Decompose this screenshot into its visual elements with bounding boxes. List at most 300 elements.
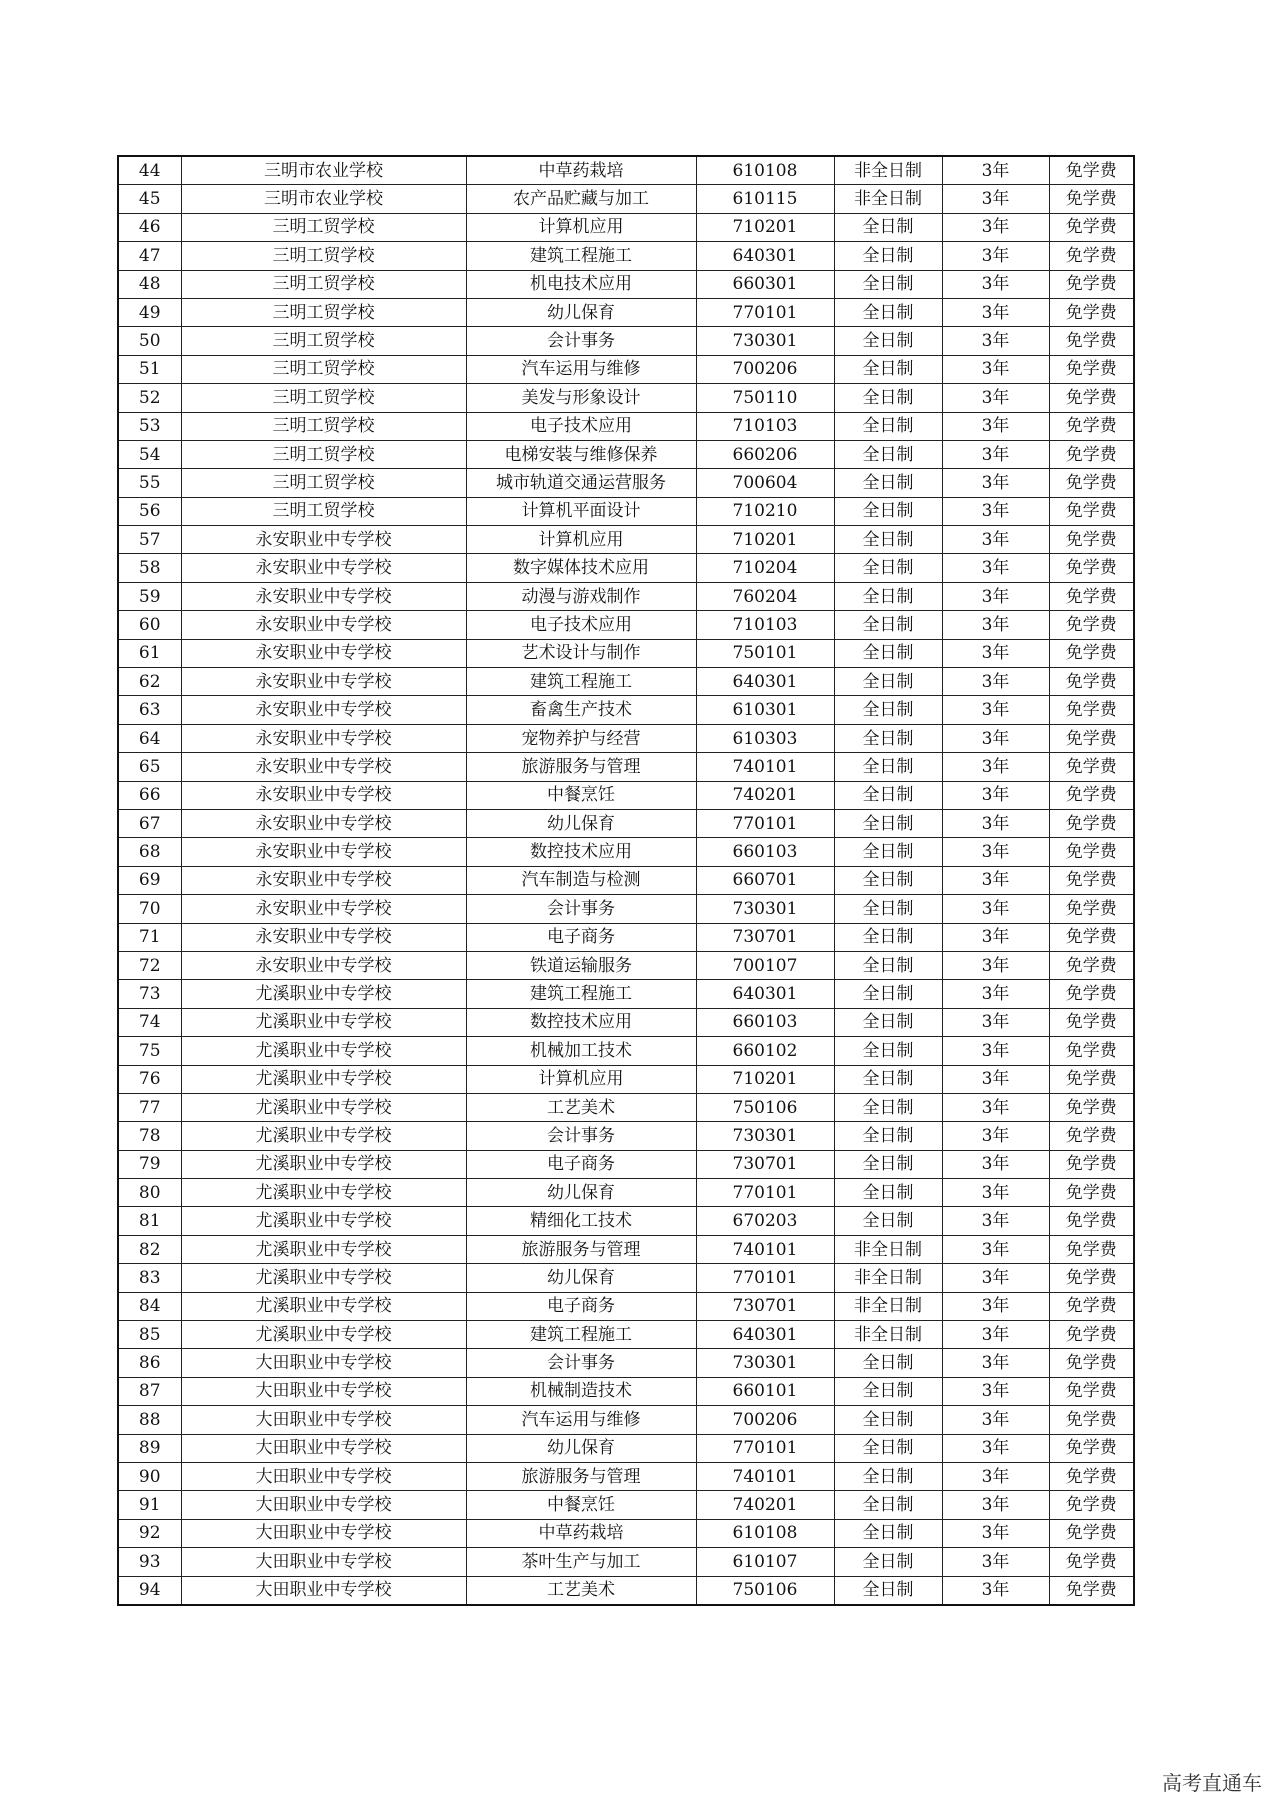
table-row	[118, 1292, 1134, 1320]
row-number-cell: 77	[118, 1093, 181, 1121]
school-name-cell: 大田职业中专学校	[181, 1576, 466, 1605]
study-mode-cell: 全日制	[834, 1434, 942, 1462]
school-name-cell: 尤溪职业中专学校	[181, 1321, 466, 1349]
tuition-cell: 免学费	[1049, 1519, 1134, 1547]
duration-cell: 3年	[942, 1292, 1049, 1320]
school-name-cell: 永安职业中专学校	[181, 753, 466, 781]
row-number-cell: 92	[118, 1519, 181, 1547]
school-name-cell: 永安职业中专学校	[181, 838, 466, 866]
duration-cell: 3年	[942, 1406, 1049, 1434]
study-mode-cell: 全日制	[834, 213, 942, 241]
major-code-cell: 610301	[696, 696, 834, 724]
major-name-cell: 中草药栽培	[466, 156, 696, 185]
table-row	[118, 1491, 1134, 1519]
study-mode-cell: 非全日制	[834, 1292, 942, 1320]
row-number-cell: 70	[118, 895, 181, 923]
major-name-cell: 中餐烹饪	[466, 1491, 696, 1519]
tuition-cell: 免学费	[1049, 980, 1134, 1008]
tuition-cell: 免学费	[1049, 1491, 1134, 1519]
table-row	[118, 270, 1134, 298]
tuition-cell: 免学费	[1049, 951, 1134, 979]
tuition-cell: 免学费	[1049, 1065, 1134, 1093]
major-code-cell: 610303	[696, 724, 834, 752]
study-mode-cell: 全日制	[834, 526, 942, 554]
major-name-cell: 机械制造技术	[466, 1377, 696, 1405]
table-row	[118, 1321, 1134, 1349]
table-row	[118, 384, 1134, 412]
major-name-cell: 中餐烹饪	[466, 781, 696, 809]
table-row	[118, 1576, 1134, 1605]
tuition-cell: 免学费	[1049, 1548, 1134, 1576]
duration-cell: 3年	[942, 1235, 1049, 1263]
school-name-cell: 永安职业中专学校	[181, 724, 466, 752]
major-code-cell: 700604	[696, 469, 834, 497]
school-name-cell: 三明工贸学校	[181, 298, 466, 326]
school-name-cell: 尤溪职业中专学校	[181, 1065, 466, 1093]
table-row	[118, 724, 1134, 752]
table-row	[118, 1150, 1134, 1178]
duration-cell: 3年	[942, 1462, 1049, 1490]
row-number-cell: 84	[118, 1292, 181, 1320]
tuition-cell: 免学费	[1049, 1434, 1134, 1462]
major-code-cell: 660701	[696, 866, 834, 894]
major-code-cell: 660103	[696, 1008, 834, 1036]
row-number-cell: 76	[118, 1065, 181, 1093]
major-name-cell: 建筑工程施工	[466, 1321, 696, 1349]
row-number-cell: 45	[118, 185, 181, 213]
duration-cell: 3年	[942, 668, 1049, 696]
major-name-cell: 计算机平面设计	[466, 497, 696, 525]
major-code-cell: 750106	[696, 1093, 834, 1121]
major-code-cell: 710204	[696, 554, 834, 582]
school-name-cell: 尤溪职业中专学校	[181, 1292, 466, 1320]
tuition-cell: 免学费	[1049, 1008, 1134, 1036]
study-mode-cell: 全日制	[834, 1122, 942, 1150]
row-number-cell: 66	[118, 781, 181, 809]
row-number-cell: 52	[118, 384, 181, 412]
major-name-cell: 数字媒体技术应用	[466, 554, 696, 582]
major-code-cell: 610115	[696, 185, 834, 213]
study-mode-cell: 全日制	[834, 639, 942, 667]
tuition-cell: 免学费	[1049, 1179, 1134, 1207]
major-code-cell: 700107	[696, 951, 834, 979]
row-number-cell: 82	[118, 1235, 181, 1263]
study-mode-cell: 全日制	[834, 412, 942, 440]
duration-cell: 3年	[942, 1377, 1049, 1405]
tuition-cell: 免学费	[1049, 156, 1134, 185]
school-name-cell: 尤溪职业中专学校	[181, 1037, 466, 1065]
major-code-cell: 760204	[696, 582, 834, 610]
tuition-cell: 免学费	[1049, 1462, 1134, 1490]
major-code-cell: 710103	[696, 412, 834, 440]
school-name-cell: 大田职业中专学校	[181, 1349, 466, 1377]
row-number-cell: 85	[118, 1321, 181, 1349]
row-number-cell: 78	[118, 1122, 181, 1150]
major-name-cell: 电子商务	[466, 923, 696, 951]
tuition-cell: 免学费	[1049, 1235, 1134, 1263]
school-name-cell: 尤溪职业中专学校	[181, 1008, 466, 1036]
tuition-cell: 免学费	[1049, 469, 1134, 497]
school-name-cell: 永安职业中专学校	[181, 866, 466, 894]
tuition-cell: 免学费	[1049, 1377, 1134, 1405]
row-number-cell: 72	[118, 951, 181, 979]
major-name-cell: 会计事务	[466, 1122, 696, 1150]
tuition-cell: 免学费	[1049, 185, 1134, 213]
table-row	[118, 497, 1134, 525]
tuition-cell: 免学费	[1049, 838, 1134, 866]
table-row	[118, 156, 1134, 185]
study-mode-cell: 全日制	[834, 327, 942, 355]
table-row	[118, 696, 1134, 724]
table-row	[118, 185, 1134, 213]
study-mode-cell: 全日制	[834, 1406, 942, 1434]
major-code-cell: 740201	[696, 1491, 834, 1519]
major-name-cell: 精细化工技术	[466, 1207, 696, 1235]
duration-cell: 3年	[942, 497, 1049, 525]
row-number-cell: 91	[118, 1491, 181, 1519]
study-mode-cell: 非全日制	[834, 1321, 942, 1349]
major-code-cell: 710201	[696, 1065, 834, 1093]
table-row	[118, 526, 1134, 554]
duration-cell: 3年	[942, 355, 1049, 383]
duration-cell: 3年	[942, 611, 1049, 639]
major-code-cell: 660103	[696, 838, 834, 866]
duration-cell: 3年	[942, 1150, 1049, 1178]
duration-cell: 3年	[942, 696, 1049, 724]
tuition-cell: 免学费	[1049, 242, 1134, 270]
major-code-cell: 770101	[696, 1434, 834, 1462]
study-mode-cell: 全日制	[834, 1576, 942, 1605]
study-mode-cell: 全日制	[834, 355, 942, 383]
row-number-cell: 56	[118, 497, 181, 525]
duration-cell: 3年	[942, 1491, 1049, 1519]
major-code-cell: 740101	[696, 753, 834, 781]
major-code-cell: 770101	[696, 809, 834, 837]
major-name-cell: 建筑工程施工	[466, 980, 696, 1008]
major-name-cell: 会计事务	[466, 895, 696, 923]
duration-cell: 3年	[942, 213, 1049, 241]
study-mode-cell: 全日制	[834, 809, 942, 837]
major-code-cell: 750101	[696, 639, 834, 667]
table-row	[118, 582, 1134, 610]
table-row	[118, 980, 1134, 1008]
study-mode-cell: 全日制	[834, 753, 942, 781]
duration-cell: 3年	[942, 1519, 1049, 1547]
school-name-cell: 永安职业中专学校	[181, 554, 466, 582]
major-code-cell: 770101	[696, 298, 834, 326]
duration-cell: 3年	[942, 1321, 1049, 1349]
major-code-cell: 660102	[696, 1037, 834, 1065]
duration-cell: 3年	[942, 270, 1049, 298]
row-number-cell: 48	[118, 270, 181, 298]
tuition-cell: 免学费	[1049, 895, 1134, 923]
major-name-cell: 动漫与游戏制作	[466, 582, 696, 610]
duration-cell: 3年	[942, 1264, 1049, 1292]
study-mode-cell: 全日制	[834, 895, 942, 923]
school-name-cell: 大田职业中专学校	[181, 1491, 466, 1519]
row-number-cell: 94	[118, 1576, 181, 1605]
tuition-cell: 免学费	[1049, 298, 1134, 326]
study-mode-cell: 全日制	[834, 696, 942, 724]
major-name-cell: 工艺美术	[466, 1576, 696, 1605]
study-mode-cell: 全日制	[834, 980, 942, 1008]
major-name-cell: 宠物养护与经营	[466, 724, 696, 752]
duration-cell: 3年	[942, 1093, 1049, 1121]
duration-cell: 3年	[942, 582, 1049, 610]
study-mode-cell: 全日制	[834, 1008, 942, 1036]
table-row	[118, 327, 1134, 355]
major-name-cell: 幼儿保育	[466, 809, 696, 837]
duration-cell: 3年	[942, 298, 1049, 326]
row-number-cell: 46	[118, 213, 181, 241]
major-name-cell: 艺术设计与制作	[466, 639, 696, 667]
tuition-cell: 免学费	[1049, 809, 1134, 837]
table-row	[118, 923, 1134, 951]
tuition-cell: 免学费	[1049, 1037, 1134, 1065]
table-row	[118, 668, 1134, 696]
tuition-cell: 免学费	[1049, 1576, 1134, 1605]
major-name-cell: 数控技术应用	[466, 1008, 696, 1036]
duration-cell: 3年	[942, 639, 1049, 667]
table-row	[118, 809, 1134, 837]
major-code-cell: 700206	[696, 355, 834, 383]
duration-cell: 3年	[942, 469, 1049, 497]
study-mode-cell: 全日制	[834, 1462, 942, 1490]
study-mode-cell: 非全日制	[834, 1235, 942, 1263]
row-number-cell: 81	[118, 1207, 181, 1235]
major-code-cell: 610108	[696, 1519, 834, 1547]
major-name-cell: 电子技术应用	[466, 412, 696, 440]
major-code-cell: 660101	[696, 1377, 834, 1405]
row-number-cell: 64	[118, 724, 181, 752]
table-row	[118, 1008, 1134, 1036]
table-row	[118, 866, 1134, 894]
row-number-cell: 88	[118, 1406, 181, 1434]
duration-cell: 3年	[942, 1434, 1049, 1462]
study-mode-cell: 全日制	[834, 724, 942, 752]
major-name-cell: 中草药栽培	[466, 1519, 696, 1547]
row-number-cell: 89	[118, 1434, 181, 1462]
study-mode-cell: 非全日制	[834, 156, 942, 185]
school-name-cell: 三明工贸学校	[181, 384, 466, 412]
row-number-cell: 61	[118, 639, 181, 667]
table-row	[118, 1093, 1134, 1121]
table-row	[118, 1548, 1134, 1576]
major-code-cell: 750106	[696, 1576, 834, 1605]
study-mode-cell: 全日制	[834, 611, 942, 639]
table-row	[118, 781, 1134, 809]
tuition-cell: 免学费	[1049, 668, 1134, 696]
row-number-cell: 57	[118, 526, 181, 554]
major-code-cell: 730301	[696, 895, 834, 923]
table-row	[118, 469, 1134, 497]
school-name-cell: 永安职业中专学校	[181, 639, 466, 667]
study-mode-cell: 全日制	[834, 1093, 942, 1121]
row-number-cell: 59	[118, 582, 181, 610]
row-number-cell: 86	[118, 1349, 181, 1377]
major-code-cell: 710103	[696, 611, 834, 639]
major-code-cell: 700206	[696, 1406, 834, 1434]
watermark-text: 高考直通车	[1162, 1771, 1262, 1795]
duration-cell: 3年	[942, 1037, 1049, 1065]
row-number-cell: 69	[118, 866, 181, 894]
major-code-cell: 640301	[696, 1321, 834, 1349]
major-name-cell: 会计事务	[466, 327, 696, 355]
major-code-cell: 750110	[696, 384, 834, 412]
duration-cell: 3年	[942, 1179, 1049, 1207]
school-name-cell: 永安职业中专学校	[181, 696, 466, 724]
school-name-cell: 永安职业中专学校	[181, 781, 466, 809]
major-name-cell: 美发与形象设计	[466, 384, 696, 412]
duration-cell: 3年	[942, 951, 1049, 979]
major-code-cell: 610108	[696, 156, 834, 185]
school-name-cell: 三明工贸学校	[181, 497, 466, 525]
row-number-cell: 44	[118, 156, 181, 185]
school-name-cell: 大田职业中专学校	[181, 1377, 466, 1405]
duration-cell: 3年	[942, 1008, 1049, 1036]
table-row	[118, 753, 1134, 781]
tuition-cell: 免学费	[1049, 355, 1134, 383]
major-name-cell: 旅游服务与管理	[466, 753, 696, 781]
table-row	[118, 1434, 1134, 1462]
major-code-cell: 730701	[696, 1150, 834, 1178]
school-name-cell: 大田职业中专学校	[181, 1434, 466, 1462]
tuition-cell: 免学费	[1049, 753, 1134, 781]
study-mode-cell: 全日制	[834, 1349, 942, 1377]
tuition-cell: 免学费	[1049, 781, 1134, 809]
school-name-cell: 三明工贸学校	[181, 355, 466, 383]
school-name-cell: 三明市农业学校	[181, 185, 466, 213]
study-mode-cell: 全日制	[834, 1179, 942, 1207]
table-row	[118, 639, 1134, 667]
major-name-cell: 机电技术应用	[466, 270, 696, 298]
duration-cell: 3年	[942, 753, 1049, 781]
row-number-cell: 65	[118, 753, 181, 781]
school-name-cell: 三明工贸学校	[181, 440, 466, 468]
table-row	[118, 951, 1134, 979]
duration-cell: 3年	[942, 923, 1049, 951]
major-name-cell: 建筑工程施工	[466, 242, 696, 270]
school-name-cell: 永安职业中专学校	[181, 582, 466, 610]
major-name-cell: 会计事务	[466, 1349, 696, 1377]
row-number-cell: 75	[118, 1037, 181, 1065]
study-mode-cell: 全日制	[834, 440, 942, 468]
table-row	[118, 298, 1134, 326]
major-name-cell: 计算机应用	[466, 213, 696, 241]
duration-cell: 3年	[942, 554, 1049, 582]
school-name-cell: 尤溪职业中专学校	[181, 1235, 466, 1263]
major-code-cell: 710201	[696, 213, 834, 241]
table-row	[118, 1377, 1134, 1405]
table-row	[118, 1519, 1134, 1547]
study-mode-cell: 全日制	[834, 1065, 942, 1093]
table-row	[118, 213, 1134, 241]
study-mode-cell: 全日制	[834, 668, 942, 696]
study-mode-cell: 全日制	[834, 1491, 942, 1519]
tuition-cell: 免学费	[1049, 611, 1134, 639]
tuition-cell: 免学费	[1049, 213, 1134, 241]
tuition-cell: 免学费	[1049, 270, 1134, 298]
row-number-cell: 90	[118, 1462, 181, 1490]
row-number-cell: 58	[118, 554, 181, 582]
table-row	[118, 554, 1134, 582]
major-code-cell: 730301	[696, 1349, 834, 1377]
school-name-cell: 三明工贸学校	[181, 270, 466, 298]
table-row	[118, 440, 1134, 468]
school-name-cell: 永安职业中专学校	[181, 923, 466, 951]
major-name-cell: 汽车制造与检测	[466, 866, 696, 894]
duration-cell: 3年	[942, 242, 1049, 270]
major-code-cell: 640301	[696, 980, 834, 1008]
major-code-cell: 640301	[696, 242, 834, 270]
table-body	[118, 156, 1134, 1605]
study-mode-cell: 全日制	[834, 1548, 942, 1576]
row-number-cell: 79	[118, 1150, 181, 1178]
school-name-cell: 尤溪职业中专学校	[181, 1150, 466, 1178]
major-name-cell: 旅游服务与管理	[466, 1235, 696, 1263]
table-row	[118, 1122, 1134, 1150]
study-mode-cell: 全日制	[834, 923, 942, 951]
study-mode-cell: 全日制	[834, 469, 942, 497]
major-code-cell: 660301	[696, 270, 834, 298]
tuition-cell: 免学费	[1049, 582, 1134, 610]
tuition-cell: 免学费	[1049, 554, 1134, 582]
duration-cell: 3年	[942, 866, 1049, 894]
row-number-cell: 53	[118, 412, 181, 440]
tuition-cell: 免学费	[1049, 1093, 1134, 1121]
tuition-cell: 免学费	[1049, 1122, 1134, 1150]
major-code-cell: 730701	[696, 1292, 834, 1320]
table-row	[118, 611, 1134, 639]
table-row	[118, 242, 1134, 270]
major-name-cell: 数控技术应用	[466, 838, 696, 866]
major-name-cell: 建筑工程施工	[466, 668, 696, 696]
duration-cell: 3年	[942, 809, 1049, 837]
row-number-cell: 55	[118, 469, 181, 497]
row-number-cell: 47	[118, 242, 181, 270]
school-name-cell: 尤溪职业中专学校	[181, 1264, 466, 1292]
table-row	[118, 1037, 1134, 1065]
school-name-cell: 永安职业中专学校	[181, 895, 466, 923]
table-row	[118, 1349, 1134, 1377]
major-code-cell: 730301	[696, 1122, 834, 1150]
major-name-cell: 机械加工技术	[466, 1037, 696, 1065]
school-name-cell: 永安职业中专学校	[181, 526, 466, 554]
study-mode-cell: 全日制	[834, 1519, 942, 1547]
duration-cell: 3年	[942, 327, 1049, 355]
duration-cell: 3年	[942, 895, 1049, 923]
major-code-cell: 710201	[696, 526, 834, 554]
school-name-cell: 大田职业中专学校	[181, 1462, 466, 1490]
duration-cell: 3年	[942, 1548, 1049, 1576]
study-mode-cell: 全日制	[834, 554, 942, 582]
school-name-cell: 永安职业中专学校	[181, 668, 466, 696]
major-name-cell: 幼儿保育	[466, 298, 696, 326]
tuition-cell: 免学费	[1049, 1207, 1134, 1235]
major-name-cell: 电子商务	[466, 1292, 696, 1320]
study-mode-cell: 全日制	[834, 1150, 942, 1178]
duration-cell: 3年	[942, 156, 1049, 185]
major-name-cell: 旅游服务与管理	[466, 1462, 696, 1490]
row-number-cell: 73	[118, 980, 181, 1008]
major-code-cell: 770101	[696, 1179, 834, 1207]
school-name-cell: 大田职业中专学校	[181, 1519, 466, 1547]
row-number-cell: 67	[118, 809, 181, 837]
tuition-cell: 免学费	[1049, 1349, 1134, 1377]
table-row	[118, 1406, 1134, 1434]
study-mode-cell: 全日制	[834, 1377, 942, 1405]
tuition-cell: 免学费	[1049, 639, 1134, 667]
